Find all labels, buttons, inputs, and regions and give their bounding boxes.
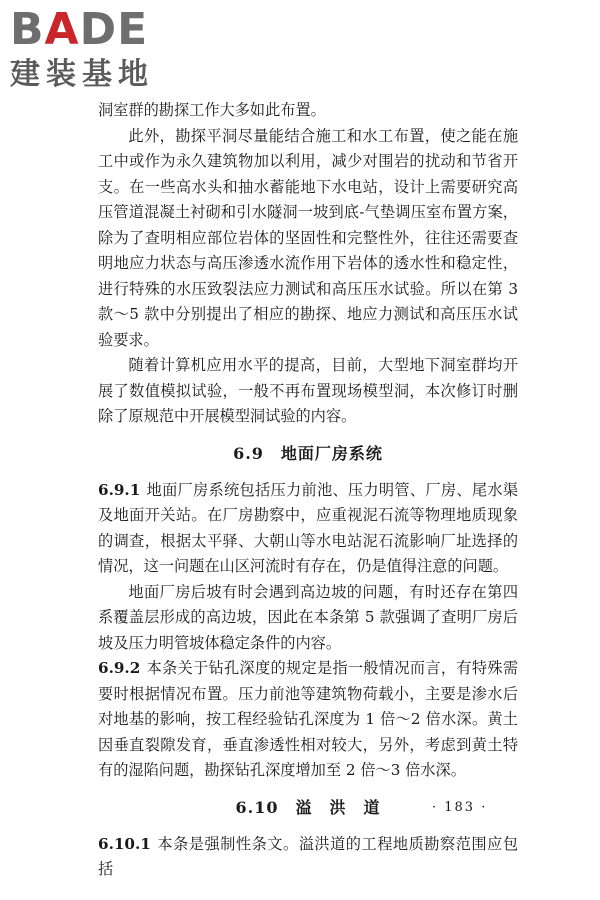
logo-subtitle: 建装基地 [10,57,154,92]
clause-number: 6.9.2 [98,659,141,677]
section-heading-6-9: 6.9 地面厂房系统 [233,443,383,463]
document-body [98,98,518,883]
clause-6-10-1 [98,832,518,883]
clause-text: 地面厂房系统包括压力前池、压力明管、厂房、尾水渠及地面开关站。在厂房勘察中，应重视泥石流等物理地质现象的调查，根据太平驿、大朝山等水电站泥石流影响厂址选择的情况，这一问题在山区河流时有存在，仍是值得注意的问题。 [98,480,518,575]
section-heading-6-10: 6.10 溢 洪 道 [235,797,381,817]
clause-6-9-2 [98,656,518,784]
paragraph: 地面厂房后坡有时会遇到高边坡的问题，有时还存在第四系覆盖层形成的高边坡，因此在本条第 5 款强调了查明厂房后坡及压力明管坡体稳定条件的内容。 [98,582,518,652]
clause-text: 本条关于钻孔深度的规定是指一般情况而言，有特殊需要时根据情况布置。压力前池等建筑物荷载小，主要是渗水后对地基的影响，按工程经验钻孔深度为 1 倍～2 倍水深。黄土因垂直裂隙发育，垂直渗透性相对较大，另外，考虑到黄土特有的湿陷问题，勘探钻孔深度增加至 2 倍～3 倍水深。 [98,659,518,779]
page-number: · 183 · [432,800,488,815]
logo-wordmark: BADE [10,4,149,55]
clause-number: 6.9.1 [98,480,141,499]
paragraph: 洞室群的勘探工作大多如此布置。 [98,101,326,119]
bade-logo [8,4,178,96]
paragraph: 随着计算机应用水平的提高，目前，大型地下洞室群均开展了数值模拟试验，一般不再布置现场模型洞，本次修订时删除了原规范中开展模型洞试验的内容。 [98,356,518,425]
clause-6-9-1 [98,478,518,580]
clause-number: 6.10.1 [98,834,151,853]
clause-text: 本条是强制性条文。溢洪道的工程地质勘察范围应包括 [98,834,518,878]
paragraph: 此外，勘探平洞尽量能结合施工和水工布置，使之能在施工中或作为永久建筑物加以利用，减少对围岩的扰动和节省开支。在一些高水头和抽水蓄能地下水电站，设计上需要研究高压管道混凝土衬砌和引水隧洞一坡到底-气垫调压室布置方案，除为了查明相应部位岩体的坚固性和完整性外，往往还需要查明地应力状态与高压渗透水流作用下岩体的透水性和稳定性，进行特殊的水压致裂法应力测试和高压压水试验。所以在第 3 款～5 款中分别提出了相应的勘探、地应力测试和高压压水试验要求。 [98,126,518,349]
